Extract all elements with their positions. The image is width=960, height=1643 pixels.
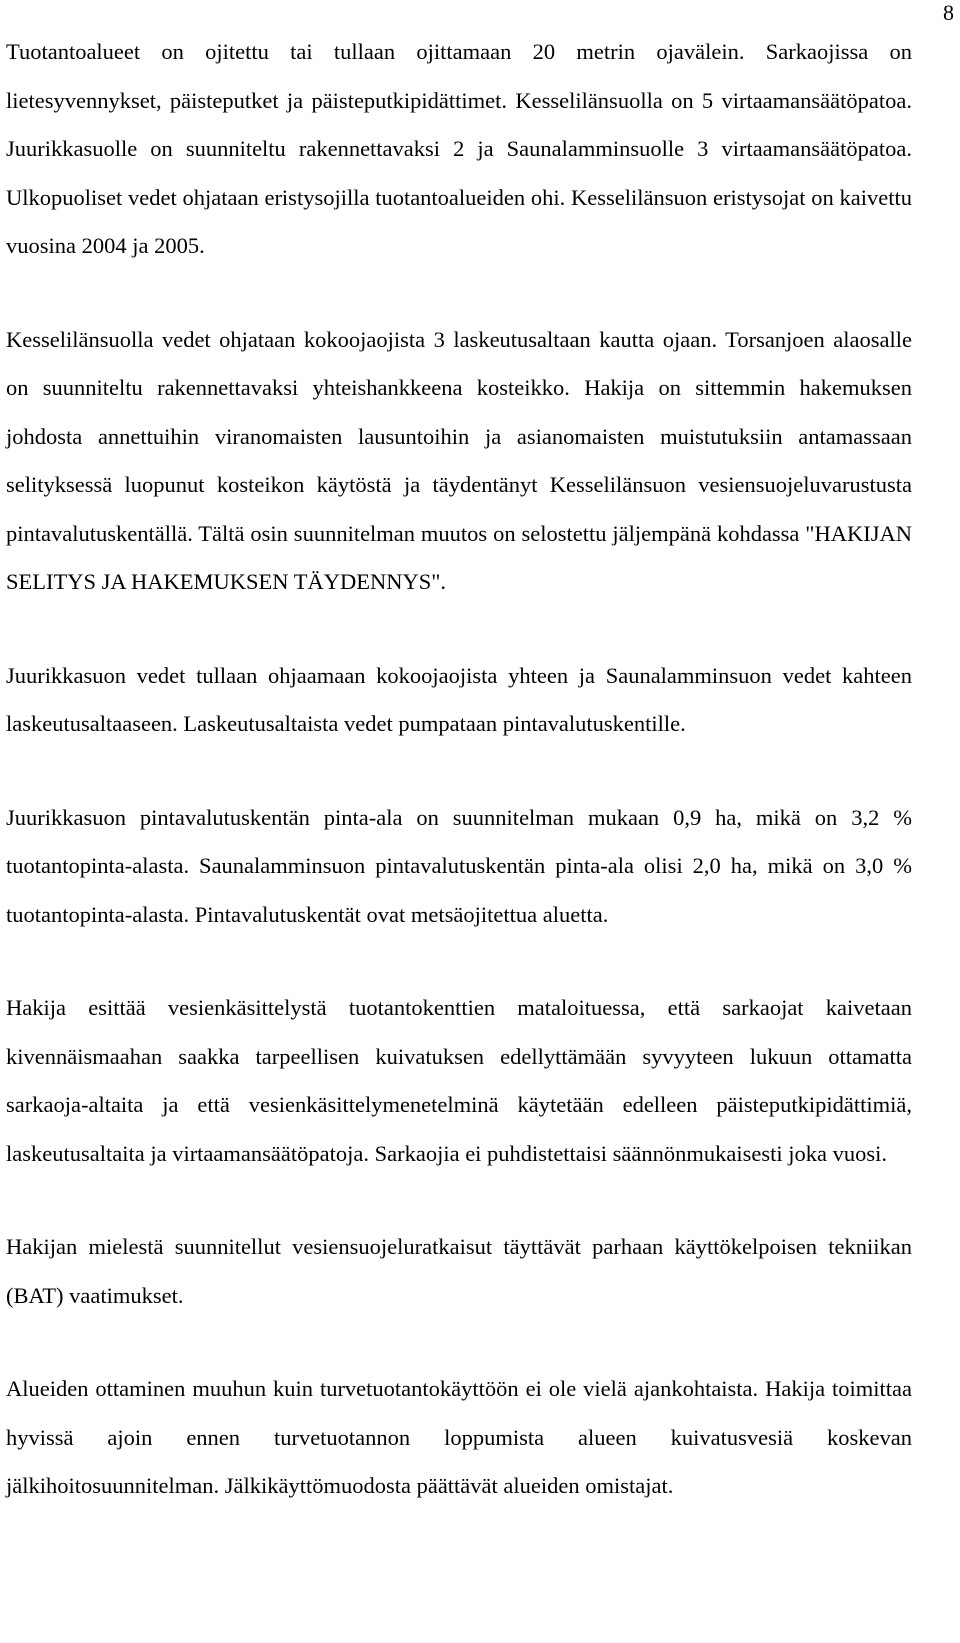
- paragraph-overland-flow-area: Juurikkasuon pintavalutuskentän pinta-ala on suunnitelman mukaan 0,9 ha, mikä on 3,2 % tuotantopinta-alasta. Saunalamminsuon pintavalutuskentän pinta-ala olisi 2,0 ha, mikä on 3,0 % tuotantopinta-alasta. Pintavalutuskentät ovat metsäojitettua aluetta.: [6, 804, 912, 927]
- paragraph-bat: Hakijan mielestä suunnitellut vesiensuojeluratkaisut täyttävät parhaan käyttökelpoisen tekniikan (BAT) vaatimukset.: [6, 1234, 912, 1308]
- paragraph-drainage: Tuotantoalueet on ojitettu tai tullaan ojittamaan 20 metrin ojavälein. Sarkaojissa on lietesyvennykset, päisteputket ja päisteputkipidättimet. Kesselilänsuolla on 5 virtaamansäätöpatoa. Juurikkasuolle on suunniteltu rakennettavaksi 2 ja Saunalamminsuolle 3 virtaamansäätöpatoa. Ulkopuoliset vedet ohjataan eristysojilla tuotantoalueiden ohi. Kesselilänsuon eristysojat on kaivettu vuosina 2004 ja 2005.: [6, 39, 912, 258]
- paragraph-kesselilansuo-settling: Kesselilänsuolla vedet ohjataan kokoojaojista 3 laskeutusaltaan kautta ojaan. Torsanjoen alaosalle on suunniteltu rakennettavaksi yhteishankkeena kosteikko. Hakija on sittemmin hakemuksen johdosta annettuihin viranomaisten lausuntoihin ja asianomaisten muistutuksiin antamassaan selityksessä luopunut kosteikon käytöstä ja täydentänyt Kesselilänsuon vesiensuojeluvarustusta pintavalutuskentällä. Tältä osin suunnitelman muutos on selostettu jäljempänä kohdassa "HAKIJAN SELITYS JA HAKEMUKSEN TÄYDENNYS".: [6, 326, 912, 594]
- document-body: [6, 28, 912, 1556]
- paragraph-juurikkasuo-waters: Juurikkasuon vedet tullaan ohjaamaan kokoojaojista yhteen ja Saunalamminsuon vedet kahteen laskeutusaltaaseen. Laskeutusaltaista vedet pumpataan pintavalutuskentille.: [6, 662, 912, 736]
- page-number: 8: [943, 0, 954, 25]
- paragraph-aftercare: Alueiden ottaminen muuhun kuin turvetuotantokäyttöön ei ole vielä ajankohtaista. Hakija toimittaa hyvissä ajoin ennen turvetuotannon loppumista alueen kuivatusvesiä koskevan jälkihoitosuunnitelman. Jälkikäyttömuodosta päättävät alueiden omistajat.: [6, 1376, 912, 1498]
- paragraph-water-treatment: Hakija esittää vesienkäsittelystä tuotantokenttien mataloituessa, että sarkaojat kaivetaan kivennäismaahan saakka tarpeellisen kuivatuksen edellyttämään syvyyteen lukuun ottamatta sarkaoja-altaita ja että vesienkäsittelymenetelminä käytetään edelleen päisteputkipidättimiä, laskeutusaltaita ja virtaamansäätöpatoja. Sarkaojia ei puhdistettaisi säännönmukaisesti joka vuosi.: [6, 995, 912, 1166]
